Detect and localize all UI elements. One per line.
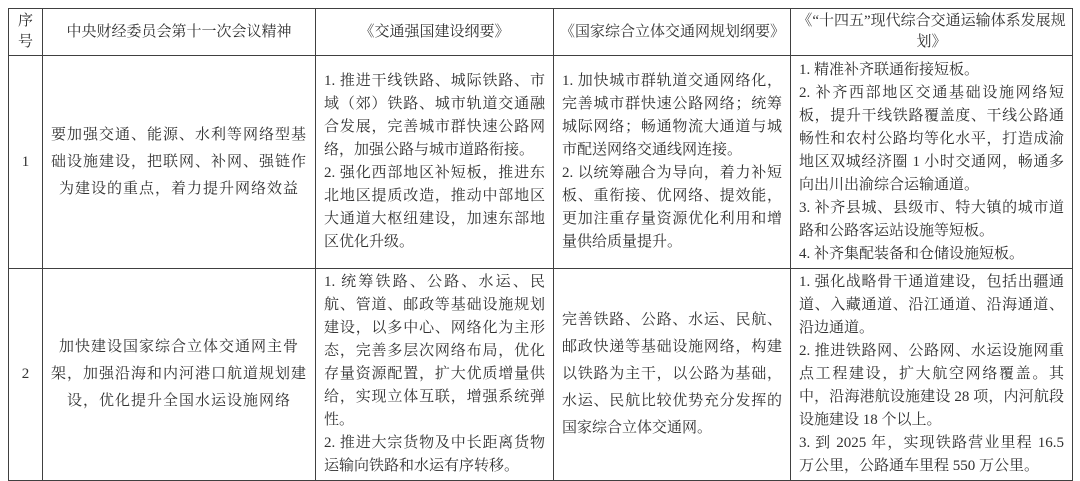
list-item: 2. 补齐西部地区交通基础设施网络短板，提升干线铁路覆盖度、干线公路通畅性和农村公路均等化水平，打造成渝地区双城经济圈 1 小时交通网，畅通多向出川出渝综合运输通道。 xyxy=(799,84,1064,193)
five-year-plan-cell xyxy=(791,56,1073,269)
national-network-outline-cell xyxy=(554,56,791,269)
list-item: 4. 补齐集配装备和仓储设施短板。 xyxy=(799,245,1025,262)
five-year-plan-cell xyxy=(791,269,1073,481)
table-header xyxy=(9,9,1073,56)
header-cell-committee-spirit: 中央财经委员会第十一次会议精神 xyxy=(43,9,316,56)
list-item: 1. 推进干线铁路、城际铁路、市域（郊）铁路、城市轨道交通融合发展，完善城市群快速公路网络，加强公路与城市道路衔接。 xyxy=(324,73,545,158)
header-row xyxy=(9,9,1073,56)
committee-spirit-cell: 要加强交通、能源、水利等网络型基础设施建设，把联网、补网、强链作为建设的重点，着力提升网络效益 xyxy=(43,56,316,269)
table-row xyxy=(9,56,1073,269)
list-item: 2. 推进铁路网、公路网、水运设施网重点工程建设，扩大航空网络覆盖。其中，沿海港航设施建设 28 项，内河航段设施建设 18 个以上。 xyxy=(799,343,1064,428)
committee-spirit-cell: 加快建设国家综合立体交通网主骨架，加强沿海和内河港口航道规划建设，优化提升全国水运设施网络 xyxy=(43,269,316,481)
transport-power-outline-cell xyxy=(316,269,554,481)
list-item: 3. 到 2025 年，实现铁路营业里程 16.5 万公里，公路通车里程 550 万公里。 xyxy=(799,435,1064,474)
header-cell-transport-power-outline: 《交通强国建设纲要》 xyxy=(316,9,554,56)
serial-number-cell: 2 xyxy=(9,269,43,481)
list-item: 2. 强化西部地区补短板，推进东北地区提质改造，推动中部地区大通道大枢纽建设，加速东部地区优化升级。 xyxy=(324,165,545,250)
list-item: 1. 统筹铁路、公路、水运、民航、管道、邮政等基础设施规划建设，以多中心、网络化为主形态，完善多层次网络布局，优化存量资源配置，扩大优质增量供给，实现立体互联，增强系统弹性。 xyxy=(324,274,545,428)
transport-power-outline-cell xyxy=(316,56,554,269)
table-body xyxy=(9,56,1073,481)
header-cell-serial: 序号 xyxy=(9,9,43,56)
list-item: 1. 加快城市群轨道交通网络化，完善城市群快速公路网络；统筹城际网络；畅通物流大通道与城市配送网络交通线网连接。 xyxy=(562,73,782,158)
header-cell-national-network-outline: 《国家综合立体交通网规划纲要》 xyxy=(554,9,791,56)
paragraph: 完善铁路、公路、水运、民航、邮政快递等基础设施网络，构建以铁路为主干，以公路为基础，水运、民航比较优势充分发挥的国家综合立体交通网。 xyxy=(562,312,782,436)
table-row xyxy=(9,269,1073,481)
national-network-outline-cell xyxy=(554,269,791,481)
serial-number-cell: 1 xyxy=(9,56,43,269)
list-item: 2. 推进大宗货物及中长距离货物运输向铁路和水运有序转移。 xyxy=(324,435,545,474)
list-item: 2. 以统筹融合为导向，着力补短板、重衔接、优网络、提效能，更加注重存量资源优化利用和增量供给质量提升。 xyxy=(562,165,782,250)
policy-comparison-table xyxy=(8,8,1073,481)
header-cell-14th-five-year-plan: 《“十四五”现代综合交通运输体系发展规划》 xyxy=(791,9,1073,56)
list-item: 1. 强化战略骨干通道建设，包括出疆通道、入藏通道、沿江通道、沿海通道、沿边通道。 xyxy=(799,274,1064,336)
list-item: 1. 精准补齐联通衔接短板。 xyxy=(799,61,980,78)
list-item: 3. 补齐县城、县级市、特大镇的城市道路和公路客运站设施等短板。 xyxy=(799,199,1064,239)
